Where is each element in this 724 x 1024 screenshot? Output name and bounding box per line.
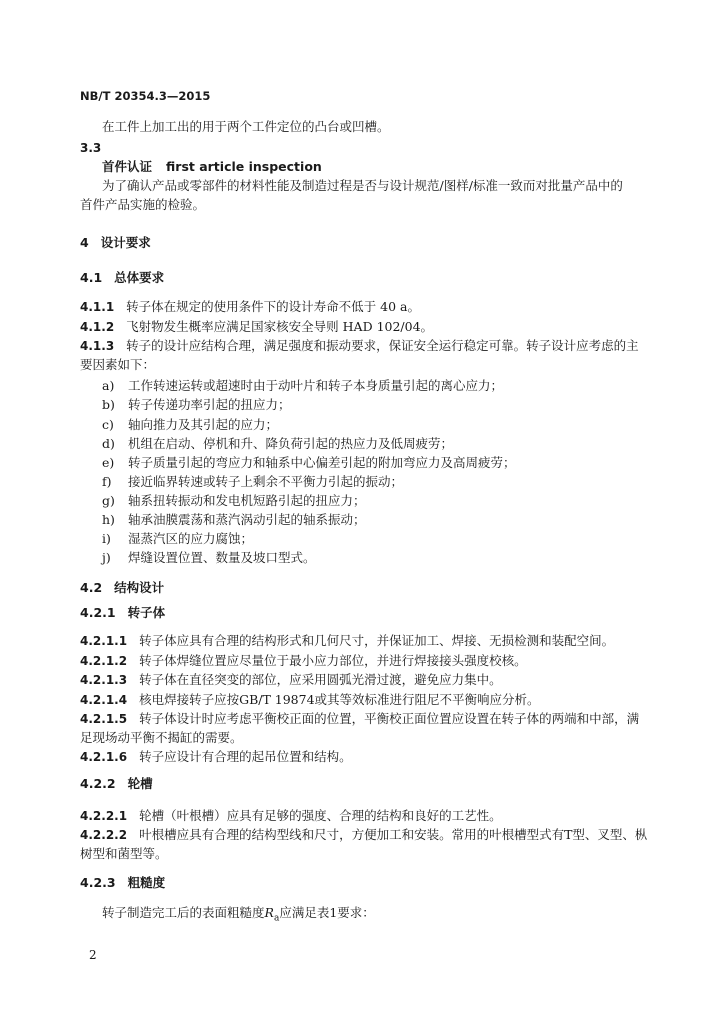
page-number: 2 [89, 948, 97, 962]
list-item-label: a) [102, 378, 115, 393]
list-item-label: b) [102, 397, 115, 412]
section-4-2-2-title: 轮槽 [127, 776, 153, 791]
section-4-2-1-heading [80, 605, 165, 621]
clause-number: 4.2.2.1 [80, 809, 128, 823]
clause-number: 4.2.1.5 [80, 712, 128, 726]
term-en: first article inspection [166, 159, 322, 174]
clause-text: 转子应设计有合理的起吊位置和结构。 [139, 749, 352, 764]
clause-4-2-1-3 [80, 672, 502, 688]
roughness-text-after: 应满足表1要求： [279, 905, 375, 920]
clause-number: 4.1.2 [80, 320, 115, 334]
clause-4-1-2 [80, 319, 433, 335]
clause-number: 4.2.1.4 [80, 693, 128, 707]
list-item-text: 湿蒸汽区的应力腐蚀； [128, 531, 254, 546]
intro-continuation: 在工件上加工出的用于两个工件定位的凸台或凹槽。 [102, 119, 390, 134]
list-item-label: e) [102, 455, 115, 470]
list-item-label: f) [102, 474, 112, 489]
list-item-text: 轴承油膜震荡和蒸汽涡动引起的轴系振动； [128, 512, 366, 527]
list-item-text: 轴向推力及其引起的应力； [128, 417, 279, 432]
clause-text: 飞射物发生概率应满足国家核安全导则 HAD 102/04。 [126, 319, 434, 334]
clause-4-2-2-2 [80, 827, 647, 843]
clause-number: 4.2.1.2 [80, 654, 128, 668]
term-definition-line1: 为了确认产品或零部件的材料性能及制造过程是否与设计规范/图样/标准一致而对批量产品中的 [102, 178, 623, 193]
list-item-c [102, 417, 278, 433]
term-definition-line2: 首件产品实施的检验。 [80, 197, 206, 212]
roughness-symbol: R [264, 905, 274, 920]
section-4-2-1-number: 4.2.1 [80, 605, 116, 620]
list-item-label: j) [102, 550, 111, 565]
section-4-number: 4 [80, 235, 89, 250]
clause-number: 4.2.2.2 [80, 828, 128, 842]
section-4-heading [80, 235, 151, 251]
list-item-label: h) [102, 512, 115, 527]
clause-4-1-3-line2: 要因素如下： [80, 357, 156, 372]
clause-text: 转子体焊缝位置应尽量位于最小应力部位，并进行焊接接头强度校核。 [139, 653, 527, 668]
list-item-label: i) [102, 531, 111, 546]
list-item-text: 转子传递功率引起的扭应力； [128, 397, 291, 412]
clause-4-2-2-2-line2: 树型和菌型等。 [80, 846, 168, 861]
clause-text: 核电焊接转子应按GB/T 19874或其等效标准进行阻尼不平衡响应分析。 [139, 692, 540, 707]
section-4-2-heading [80, 580, 164, 596]
clause-4-2-1-6 [80, 749, 352, 765]
list-item-g [102, 493, 366, 509]
clause-4-2-1-4 [80, 692, 540, 708]
list-item-b [102, 397, 291, 413]
list-item-j [102, 550, 316, 566]
list-item-text: 机组在启动、停机和升、降负荷引起的热应力及低周疲劳； [128, 436, 454, 451]
section-4-title: 设计要求 [100, 235, 151, 250]
list-item-label: c) [102, 417, 114, 432]
section-4-1-title: 总体要求 [114, 270, 165, 285]
clause-text: 转子体在直径突变的部位，应采用圆弧光滑过渡，避免应力集中。 [139, 672, 502, 687]
list-item-f [102, 474, 403, 490]
clause-number: 4.1.3 [80, 339, 115, 353]
list-item-e [102, 455, 516, 471]
list-item-h [102, 512, 366, 528]
section-4-1-heading [80, 270, 164, 286]
clause-text-line1: 叶根槽应具有合理的结构型线和尺寸，方便加工和安装。常用的叶根槽型式有T型、叉型、枞 [139, 827, 648, 842]
standard-number-header: NB/T 20354.3—2015 [80, 89, 211, 103]
roughness-requirement [102, 905, 375, 927]
clause-4-2-2-1 [80, 808, 502, 824]
clause-number: 4.2.1.6 [80, 750, 128, 764]
clause-number: 4.2.1.3 [80, 673, 128, 687]
roughness-text-before: 转子制造完工后的表面粗糙度 [102, 905, 265, 920]
clause-text-line1: 转子的设计应结构合理，满足强度和振动要求，保证安全运行稳定可靠。转子设计应考虑的主 [126, 338, 639, 353]
clause-4-2-1-2 [80, 653, 527, 669]
roughness-subscript: a [273, 913, 280, 924]
list-item-d [102, 436, 453, 452]
clause-text-line1: 转子体设计时应考虑平衡校正面的位置，平衡校正面位置应设置在转子体的两端和中部，满 [139, 711, 640, 726]
clause-text: 转子体在规定的使用条件下的设计寿命不低于 40 a。 [126, 299, 420, 314]
clause-4-2-1-5-line2: 足现场动平衡不揭缸的需要。 [80, 730, 243, 745]
section-4-2-3-title: 粗糙度 [127, 875, 166, 890]
term-number: 3.3 [80, 141, 102, 155]
list-item-i [102, 531, 253, 547]
section-4-2-3-heading [80, 875, 165, 891]
list-item-text: 焊缝设置位置、数量及坡口型式。 [128, 550, 316, 565]
list-item-label: d) [102, 436, 115, 451]
list-item-a [102, 378, 503, 394]
list-item-text: 接近临界转速或转子上剩余不平衡力引起的振动； [128, 474, 404, 489]
list-item-text: 轴系扭转振动和发电机短路引起的扭应力； [128, 493, 366, 508]
clause-text: 轮槽（叶根槽）应具有足够的强度、合理的结构和良好的工艺性。 [139, 808, 502, 823]
clause-4-1-3 [80, 338, 639, 354]
clause-4-2-1-1 [80, 633, 614, 649]
clause-4-2-1-5 [80, 711, 639, 727]
clause-4-1-1 [80, 299, 420, 315]
section-4-2-3-number: 4.2.3 [80, 875, 116, 890]
term-cn: 首件认证 [102, 159, 153, 174]
clause-text: 转子体应具有合理的结构形式和几何尺寸，并保证加工、焊接、无损检测和装配空间。 [139, 633, 615, 648]
term-heading [102, 159, 322, 175]
section-4-1-number: 4.1 [80, 270, 103, 285]
section-4-2-2-heading [80, 776, 153, 792]
list-item-label: g) [102, 493, 115, 508]
section-4-2-title: 结构设计 [114, 580, 165, 595]
section-4-2-2-number: 4.2.2 [80, 776, 116, 791]
section-4-2-1-title: 转子体 [127, 605, 166, 620]
section-4-2-number: 4.2 [80, 580, 103, 595]
list-item-text: 工作转速运转或超速时由于动叶片和转子本身质量引起的离心应力； [128, 378, 504, 393]
clause-number: 4.2.1.1 [80, 634, 128, 648]
list-item-text: 转子质量引起的弯应力和轴系中心偏差引起的附加弯应力及高周疲劳； [128, 455, 516, 470]
clause-number: 4.1.1 [80, 300, 115, 314]
